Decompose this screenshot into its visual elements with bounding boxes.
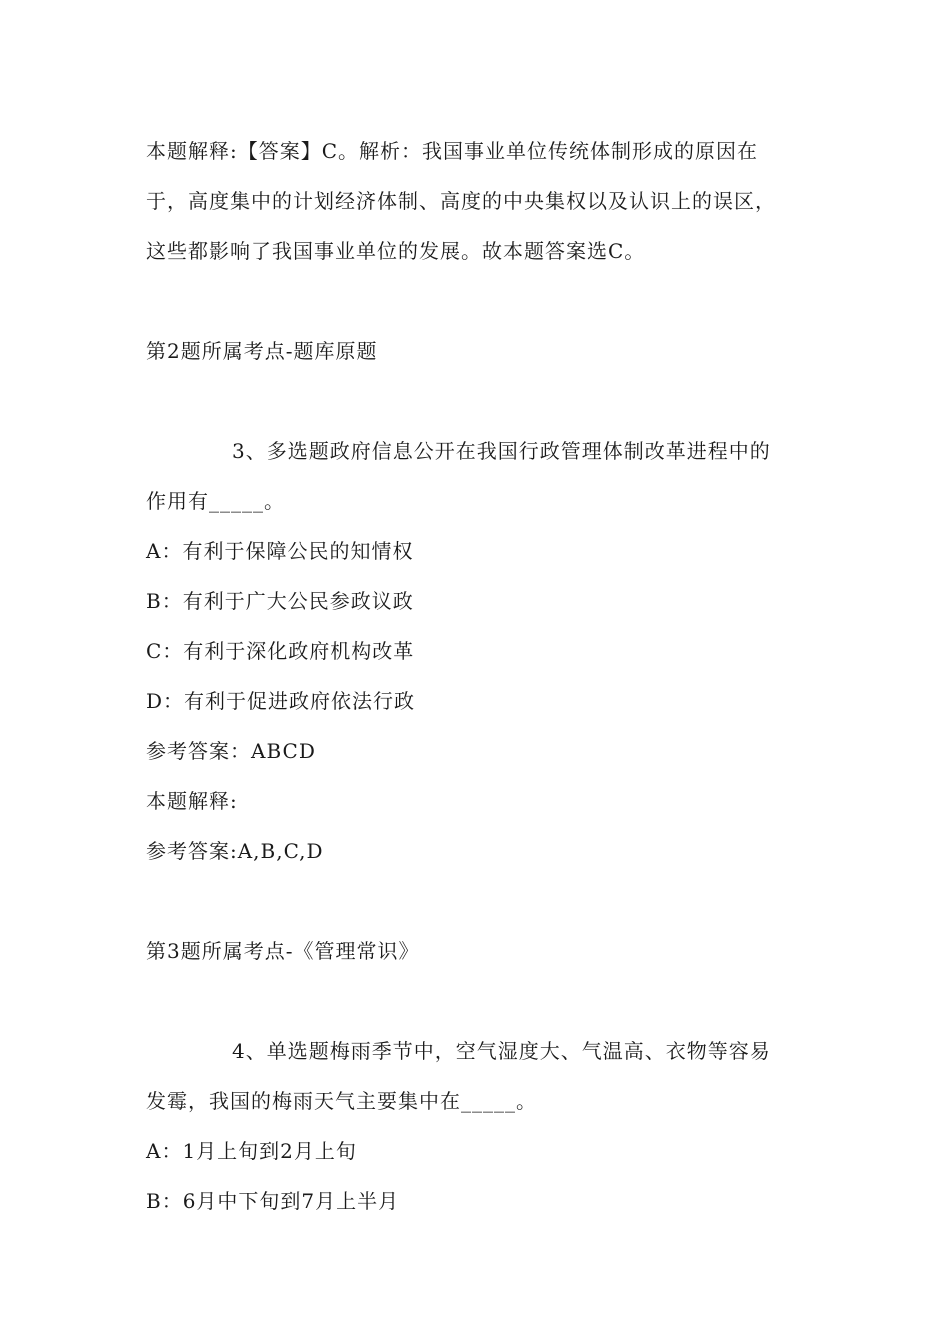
q4-option-b: B：6月中下旬到7月上半月 (146, 1189, 400, 1213)
q3-reference-answer-2: 参考答案:A,B,C,D (146, 839, 324, 863)
q3-option-d: D：有利于促进政府依法行政 (146, 689, 416, 713)
q3-explanation-label: 本题解释: (146, 789, 238, 813)
q3-reference-answer: 参考答案：ABCD (146, 739, 316, 763)
q2-explanation-line-3: 这些都影响了我国事业单位的发展。故本题答案选C。 (146, 239, 646, 263)
q2-explanation-line-1: 本题解释:【答案】C。解析：我国事业单位传统体制形成的原因在 (146, 139, 759, 163)
q3-topic-heading: 第3题所属考点-《管理常识》 (146, 939, 420, 963)
q4-stem-line-1: 4、单选题梅雨季节中，空气湿度大、气温高、衣物等容易 (232, 1039, 771, 1063)
q4-option-a: A：1月上旬到2月上旬 (146, 1139, 357, 1163)
q2-explanation-line-2: 于，高度集中的计划经济体制、高度的中央集权以及认识上的误区， (146, 189, 776, 213)
q2-topic-heading: 第2题所属考点-题库原题 (146, 339, 378, 363)
q3-option-b: B：有利于广大公民参政议政 (146, 589, 414, 613)
q3-option-c: C：有利于深化政府机构改革 (146, 639, 415, 663)
q3-option-a: A：有利于保障公民的知情权 (146, 539, 414, 563)
q4-stem-line-2: 发霉，我国的梅雨天气主要集中在_____。 (146, 1089, 537, 1113)
q3-stem-line-2: 作用有_____。 (146, 489, 285, 513)
q3-stem-line-1: 3、多选题政府信息公开在我国行政管理体制改革进程中的 (232, 439, 771, 463)
